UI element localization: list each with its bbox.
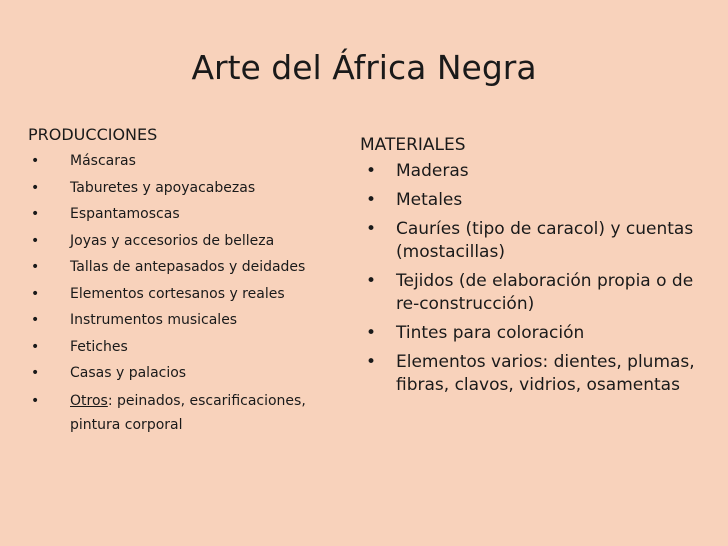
bullet-icon: •: [366, 219, 377, 239]
bullet-icon: •: [31, 365, 40, 381]
list-item-text: Joyas y accesorios de belleza: [70, 232, 275, 249]
list-item: [360, 351, 700, 397]
producciones-list: [28, 148, 348, 437]
slide-title: Arte del África Negra: [191, 48, 537, 87]
list-item-text: Maderas: [396, 161, 469, 181]
list-item: [360, 270, 700, 316]
list-item-text: Casas y palacios: [70, 365, 187, 381]
list-item: [360, 218, 700, 264]
bullet-icon: •: [366, 352, 377, 372]
otros-label: Otros: [70, 392, 108, 409]
materiales-column: [360, 130, 700, 403]
list-item: [28, 228, 348, 255]
materiales-heading: MATERIALES: [360, 135, 466, 155]
bullet-icon: •: [31, 312, 40, 328]
list-item: [360, 160, 700, 183]
list-item-text: Instrumentos musicales: [70, 312, 238, 328]
producciones-heading: PRODUCCIONES: [28, 125, 158, 144]
producciones-column: [28, 122, 348, 437]
bullet-icon: •: [366, 161, 377, 181]
list-item: [28, 334, 348, 361]
bullet-icon: •: [31, 206, 40, 222]
list-item: [360, 189, 700, 212]
bullet-icon: •: [31, 232, 40, 249]
list-item-text: Máscaras: [70, 153, 136, 169]
list-item-text: Elementos varios: dientes, plumas, fibras, clavos, vidrios, osamentas: [396, 352, 695, 395]
list-item-text: Fetiches: [70, 338, 128, 355]
list-item: [28, 175, 348, 202]
bullet-icon: •: [31, 259, 40, 275]
list-item-text: Taburetes y apoyacabezas: [70, 179, 256, 196]
bullet-icon: •: [31, 338, 40, 355]
list-item-text: Tejidos (de elaboración propia o de re-construcción): [396, 271, 694, 314]
list-item: [28, 201, 348, 228]
list-item-text: Cauríes (tipo de caracol) y cuentas (mostacillas): [396, 219, 694, 262]
bullet-icon: •: [31, 285, 40, 302]
bullet-icon: •: [366, 271, 377, 291]
otros-text: : peinados, escarificaciones, pintura corporal: [70, 392, 306, 433]
materiales-list: [360, 160, 700, 397]
bullet-icon: •: [366, 323, 377, 343]
list-item-text: Tintes para coloración: [396, 323, 585, 343]
list-item-text: Metales: [396, 190, 463, 210]
list-item: [360, 322, 700, 345]
list-item-text: Espantamoscas: [70, 206, 180, 222]
list-item-text: Elementos cortesanos y reales: [70, 285, 285, 302]
list-item: [28, 360, 348, 387]
bullet-icon: •: [366, 190, 377, 210]
list-item: [28, 389, 348, 437]
bullet-icon: •: [31, 392, 40, 409]
bullet-icon: •: [31, 153, 40, 169]
list-item: [28, 281, 348, 308]
list-item: [28, 148, 348, 175]
list-item: [28, 254, 348, 281]
list-item: [28, 307, 348, 334]
list-item-text: Tallas de antepasados y deidades: [70, 259, 306, 275]
bullet-icon: •: [31, 179, 40, 196]
